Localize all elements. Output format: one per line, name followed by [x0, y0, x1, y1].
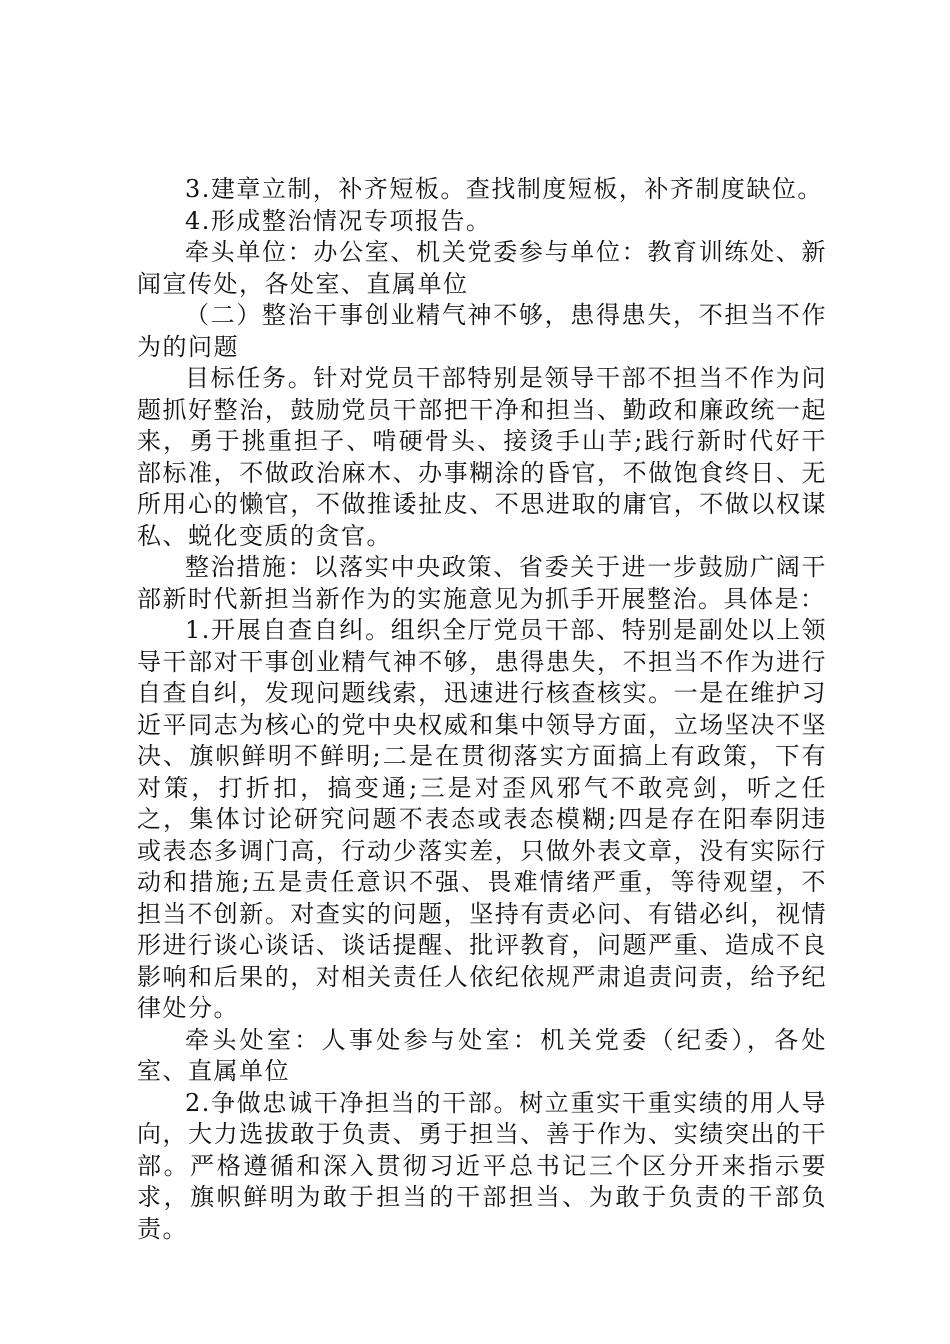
paragraph-item-3: 3.建章立制，补齐短板。查找制度短板，补齐制度缺位。	[185, 175, 823, 203]
paragraph-measure-1: 1.开展自查自纠。组织全厅党员干部、特别是副处以上领导干部对干事创业精气神不够，患得患失，不担当不作为进行自查自纠，发现问题线索，迅速进行核查核实。一是在维护习近平同志为核心的党中央权威和集中领导方面，立场坚决不坚决、旗帜鲜明不鲜明;二是在贯彻落实方面搞上有政策，下有对策，打折扣，搞变通;三是对歪风邪气不敢亮剑，听之任之，集体讨论研究问题不表态或表态模糊;四是存在阳奉阴违或表态多调门高，行动少落实差，只做外表文章，没有实际行动和措施;五是责任意识不强、畏难情绪严重，等待观望，不担当不创新。对查实的问题，坚持有责必问、有错必纠，视情形进行谈心谈话、谈话提醒、批评教育，问题严重、造成不良影响和后果的，对相关责任人依纪依规严肃追责问责，给予纪律处分。	[137, 616, 827, 1022]
paragraph-lead-units: 牵头单位：办公室、机关党委参与单位：教育训练处、新闻宣传处，各处室、直属单位	[137, 238, 827, 298]
paragraph-item-4: 4.形成整治情况专项报告。	[185, 206, 492, 235]
paragraph-measures: 整治措施：以落实中央政策、省委关于进一步鼓励广阔干部新时代新担当新作为的实施意见为抓手开展整治。具体是：	[137, 553, 827, 613]
paragraph-target-tasks: 目标任务。针对党员干部特别是领导干部不担当不作为问题抓好整治，鼓励党员干部把干净和担当、勤政和廉政统一起来，勇于挑重担子、啃硬骨头、接烫手山芋;践行新时代好干部标准，不做政治麻木、办事糊涂的昏官，不做饱食终日、无所用心的懒官，不做推诿扯皮、不思进取的庸官，不做以权谋私、蜕化变质的贪官。	[137, 364, 827, 550]
document-body	[137, 174, 827, 1245]
paragraph-lead-departments: 牵头处室：人事处参与处室：机关党委（纪委），各处室、直属单位	[137, 1025, 827, 1085]
paragraph-measure-2: 2.争做忠诚干净担当的干部。树立重实干重实绩的用人导向，大力选拔敢于负责、勇于担当、善于作为、实绩突出的干部。严格遵循和深入贯彻习近平总书记三个区分开来指示要求，旗帜鲜明为敢于担当的干部担当、为敢于负责的干部负责。	[137, 1088, 827, 1243]
section-heading-2: （二）整治干事创业精气神不够，患得患失，不担当不作为的问题	[137, 301, 827, 361]
